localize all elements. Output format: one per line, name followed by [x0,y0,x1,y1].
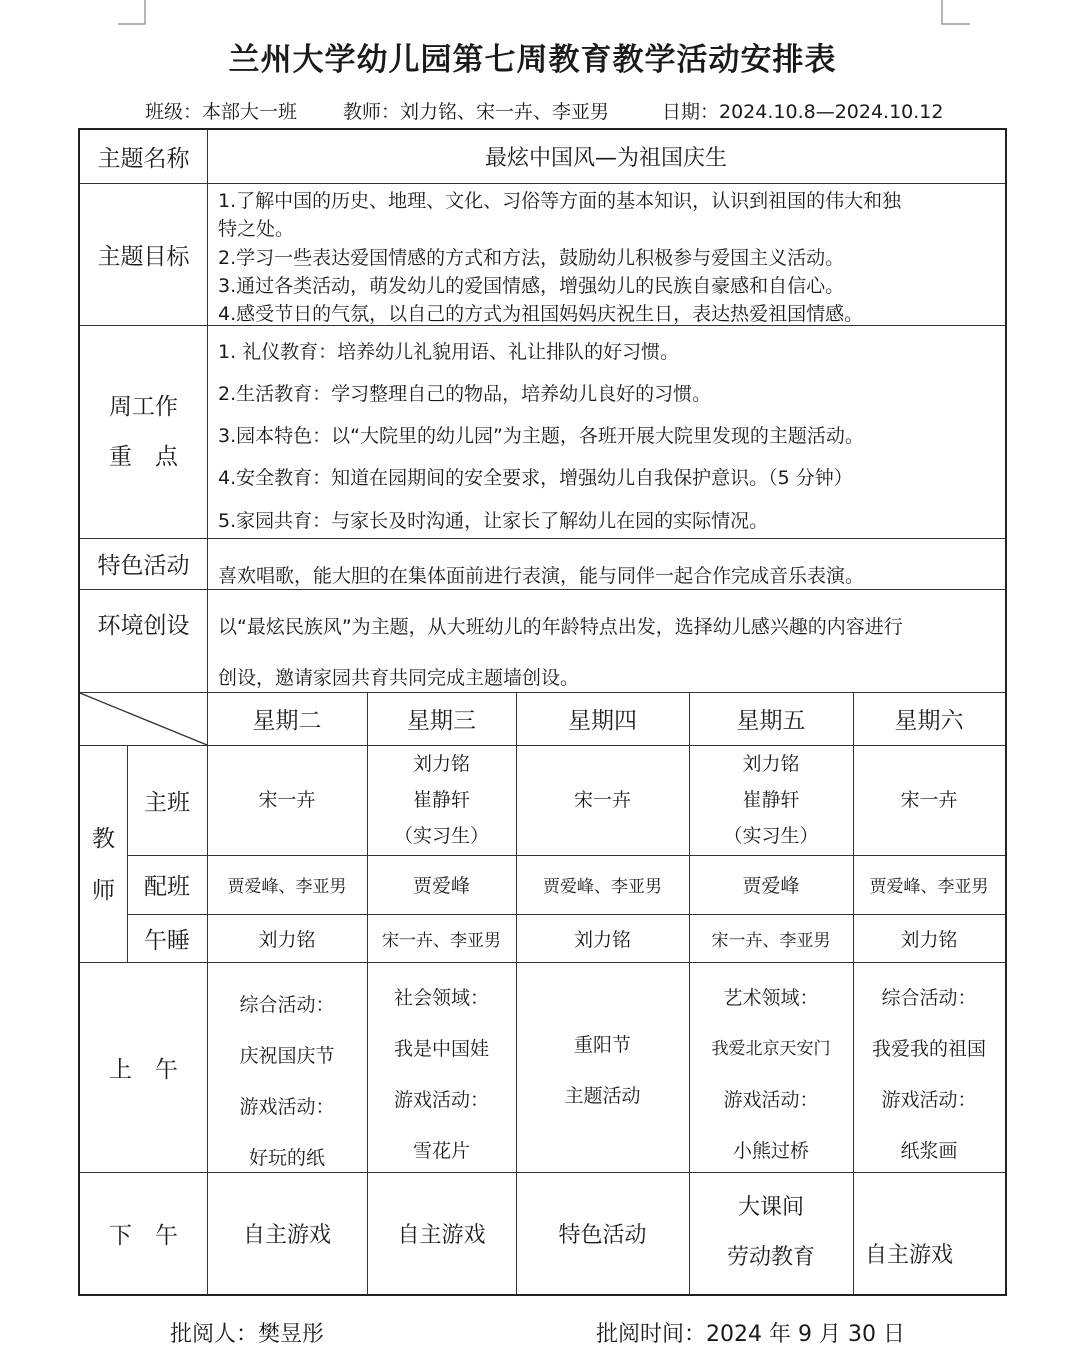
theme-goal-label: 主题目标 [97,243,190,270]
assist-teacher-cell: 贾爱峰、李亚男 [869,877,989,897]
day-header: 星期三 [407,708,476,734]
afternoon-activity-cell: 自主游戏 [865,1243,954,1268]
teacher-info: 教师：刘力铭、宋一卉、李亚男 [343,101,610,123]
date-info: 日期：2024.10.8—2024.10.12 [662,101,944,123]
goal-line: 特之处。 [218,218,295,240]
nap-teacher-cell: 刘力铭 [258,928,316,951]
theme-name-value: 最炫中国风—为祖国庆生 [484,146,727,171]
class-info: 班级：本部大一班 [145,101,298,123]
assist-teacher-cell: 贾爱峰、李亚男 [227,877,347,897]
focus-item: 4.安全教育：知道在园期间的安全要求，增强幼儿自我保护意识。（5 分钟） [218,467,853,489]
nap-teacher-cell: 刘力铭 [573,928,631,951]
afternoon-activity-cell: 自主游戏 [242,1222,331,1248]
main-teacher-cell: 刘力铭 崔静轩 （实习生） [393,753,489,847]
special-activity-value: 喜欢唱歌，能大胆的在集体面前进行表演，能与同伴一起合作完成音乐表演。 [218,565,865,587]
morning-activity-cell: 社会领域： 我是中国娃 游戏活动： 雪花片 [393,987,489,1162]
page-title: 兰州大学幼儿园第七周教育教学活动安排表 [228,42,837,78]
environment-line: 以“最炫民族风”为主题，从大班幼儿的年龄特点出发，选择幼儿感兴趣的内容进行 [218,616,903,638]
environment-label: 环境创设 [97,612,190,639]
week-focus-label: 周工作 重 点 [109,393,178,470]
special-activity-label: 特色活动 [97,553,190,579]
assist-teacher-cell: 贾爱峰、李亚男 [543,877,662,897]
morning-activity-cell: 艺术领域： 我爱北京天安门 游戏活动： 小熊过桥 [711,987,831,1162]
row-label-am: 上 午 [109,1056,178,1083]
row-label-pm: 下 午 [109,1222,178,1249]
nap-teacher-cell: 宋一卉、李亚男 [711,930,831,951]
main-teacher-cell: 宋一卉 [900,789,958,811]
environment-line: 创设，邀请家园共育共同完成主题墙创设。 [218,667,580,689]
row-label-nap: 午睡 [144,927,190,954]
theme-name-label: 主题名称 [97,146,190,172]
focus-item: 3.园本特色：以“大院里的幼儿园”为主题，各班开展大院里发现的主题活动。 [218,425,864,447]
afternoon-activity-cell: 大课间 劳动教育 [726,1195,815,1270]
reviewer: 批阅人：樊昱彤 [170,1322,325,1347]
nap-teacher-cell: 刘力铭 [900,928,958,951]
teacher-group-label: 教 [92,825,115,852]
corner-diagonal [80,693,207,745]
morning-activity-cell: 综合活动： 庆祝国庆节 游戏活动： 好玩的纸 [239,994,335,1169]
nap-teacher-cell: 宋一卉、李亚男 [382,930,501,951]
assist-teacher-cell: 贾爱峰 [412,875,470,897]
day-header: 星期二 [252,708,322,734]
morning-activity-cell: 重阳节 主题活动 [564,1033,641,1107]
goal-line: 2.学习一些表达爱国情感的方式和方法，鼓励幼儿积极参与爱国主义活动。 [218,247,845,269]
assist-teacher-cell: 贾爱峰 [742,875,800,897]
goal-line: 1.了解中国的历史、地理、文化、习俗等方面的基本知识，认识到祖国的伟大和独 [218,190,902,212]
focus-item: 1. 礼仪教育：培养幼儿礼貌用语、礼让排队的好习惯。 [218,341,680,363]
focus-item: 5.家园共育：与家长及时沟通，让家长了解幼儿在园的实际情况。 [218,510,769,532]
teacher-group-label: 师 [92,877,115,904]
day-header: 星期五 [736,708,806,734]
main-teacher-cell: 宋一卉 [258,789,316,811]
main-teacher-cell: 宋一卉 [573,789,631,811]
row-label-main: 主班 [144,789,190,816]
afternoon-activity-cell: 自主游戏 [397,1222,486,1248]
row-label-assist: 配班 [144,874,190,900]
morning-activity-cell: 综合活动： 我爱我的祖国 游戏活动： 纸浆画 [871,987,986,1162]
crop-mark-right [940,0,970,26]
goal-line: 3.通过各类活动，萌发幼儿的爱国情感，增强幼儿的民族自豪感和自信心。 [218,275,845,297]
review-time: 批阅时间：2024 年 9 月 30 日 [596,1322,905,1347]
main-teacher-cell: 刘力铭 崔静轩 （实习生） [723,753,819,847]
crop-mark-left [118,0,148,26]
day-header: 星期四 [568,708,637,734]
day-header: 星期六 [894,708,964,734]
focus-item: 2.生活教育：学习整理自己的物品，培养幼儿良好的习惯。 [218,383,712,405]
afternoon-activity-cell: 特色活动 [558,1222,647,1248]
goal-line: 4.感受节日的气氛，以自己的方式为祖国妈妈庆祝生日，表达热爱祖国情感。 [218,303,864,325]
